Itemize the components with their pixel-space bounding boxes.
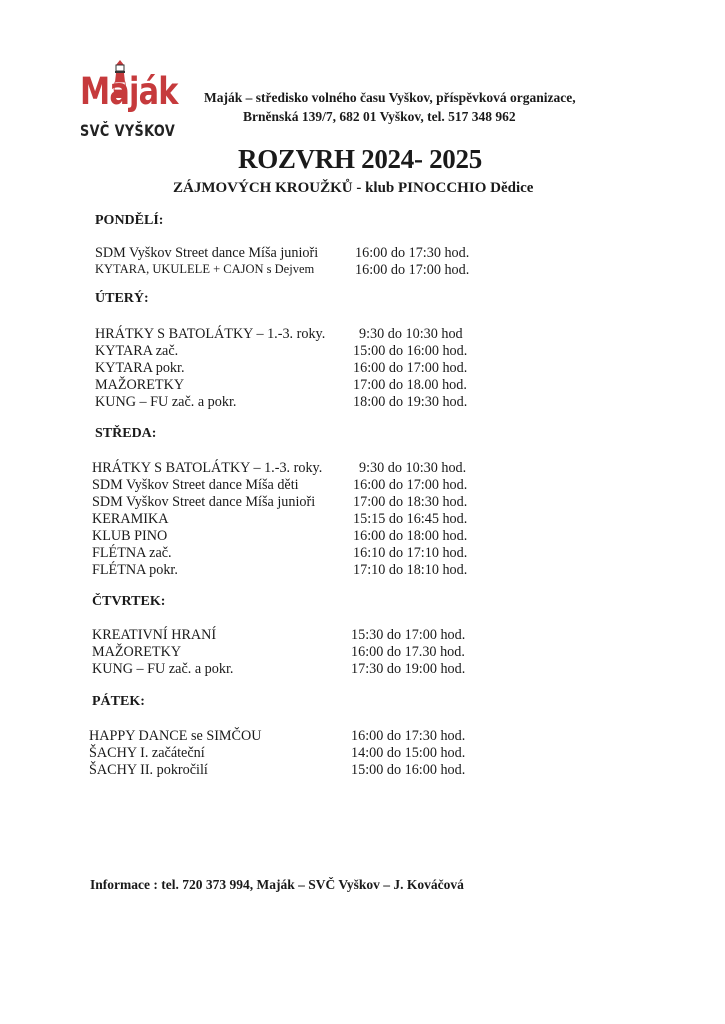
schedule-activity: HRÁTKY S BATOLÁTKY – 1.-3. roky. xyxy=(92,460,323,476)
schedule-activity: ŠACHY II. pokročilí xyxy=(89,762,208,778)
organization-name: Maják – středisko volného času Vyškov, příspěvková organizace, xyxy=(204,90,576,105)
schedule-activity: SDM Vyškov Street dance Míša junioři xyxy=(92,494,316,510)
schedule-activity: KYTARA, UKULELE + CAJON s Dejvem xyxy=(95,262,315,276)
schedule-activity: KYTARA zač. xyxy=(95,343,179,359)
day-heading-monday: PONDĚLÍ: xyxy=(95,213,164,228)
schedule-time: 15:15 do 16:45 hod. xyxy=(353,511,468,527)
page-subtitle: ZÁJMOVÝCH KROUŽKŮ - klub PINOCCHIO Dědice xyxy=(173,180,534,196)
schedule-time: 15:00 do 16:00 hod. xyxy=(353,343,468,359)
schedule-time: 16:10 do 17:10 hod. xyxy=(353,545,468,561)
schedule-activity: FLÉTNA pokr. xyxy=(92,562,178,578)
schedule-time: 14:00 do 15:00 hod. xyxy=(351,745,466,761)
schedule-activity: HRÁTKY S BATOLÁTKY – 1.-3. roky. xyxy=(95,326,326,342)
schedule-time: 17:10 do 18:10 hod. xyxy=(353,562,468,578)
schedule-time: 9:30 do 10:30 hod. xyxy=(359,460,467,476)
schedule-time: 16:00 do 17:00 hod. xyxy=(353,477,468,493)
schedule-activity: HAPPY DANCE se SIMČOU xyxy=(89,728,262,744)
schedule-time: 16:00 do 18:00 hod. xyxy=(353,528,468,544)
schedule-time: 9:30 do 10:30 hod xyxy=(359,326,463,342)
organization-address: Brněnská 139/7, 682 01 Vyškov, tel. 517 348 962 xyxy=(243,109,516,124)
schedule-activity: KLUB PINO xyxy=(92,528,168,544)
schedule-time: 17:30 do 19:00 hod. xyxy=(351,661,466,677)
day-heading-thursday: ČTVRTEK: xyxy=(92,594,166,609)
schedule-activity: SDM Vyškov Street dance Míša junioři xyxy=(95,245,319,261)
footer-contact: Informace : tel. 720 373 994, Maják – SVČ Vyškov – J. Kováčová xyxy=(90,877,464,892)
schedule-time: 15:30 do 17:00 hod. xyxy=(351,627,466,643)
schedule-activity: KYTARA pokr. xyxy=(95,360,185,376)
schedule-activity: MAŽORETKY xyxy=(92,644,182,660)
schedule-activity: KUNG – FU zač. a pokr. xyxy=(95,394,237,410)
logo-wordmark: Maják xyxy=(80,70,178,113)
schedule-time: 16:00 do 17:00 hod. xyxy=(353,360,468,376)
schedule-activity: ŠACHY I. začáteční xyxy=(89,745,205,761)
day-heading-tuesday: ÚTERÝ: xyxy=(95,291,149,306)
schedule-time: 16:00 do 17.30 hod. xyxy=(351,644,465,660)
schedule-activity: KREATIVNÍ HRANÍ xyxy=(92,627,217,643)
logo-subtitle: SVČ VYŠKOV xyxy=(80,121,176,140)
schedule-time: 16:00 do 17:30 hod. xyxy=(355,245,470,261)
schedule-time: 17:00 do 18:30 hod. xyxy=(353,494,468,510)
day-heading-friday: PÁTEK: xyxy=(92,694,145,709)
schedule-activity: KERAMIKA xyxy=(92,511,169,527)
schedule-activity: FLÉTNA zač. xyxy=(92,545,172,561)
schedule-time: 17:00 do 18.00 hod. xyxy=(353,377,467,393)
schedule-time: 15:00 do 16:00 hod. xyxy=(351,762,466,778)
schedule-time: 18:00 do 19:30 hod. xyxy=(353,394,468,410)
page-title: ROZVRH 2024- 2025 xyxy=(238,144,482,174)
schedule-time: 16:00 do 17:00 hod. xyxy=(355,262,470,278)
day-heading-wednesday: STŘEDA: xyxy=(95,426,157,441)
schedule-time: 16:00 do 17:30 hod. xyxy=(351,728,466,744)
schedule-activity: KUNG – FU zač. a pokr. xyxy=(92,661,234,677)
schedule-activity: SDM Vyškov Street dance Míša děti xyxy=(92,477,299,493)
schedule-activity: MAŽORETKY xyxy=(95,377,185,393)
